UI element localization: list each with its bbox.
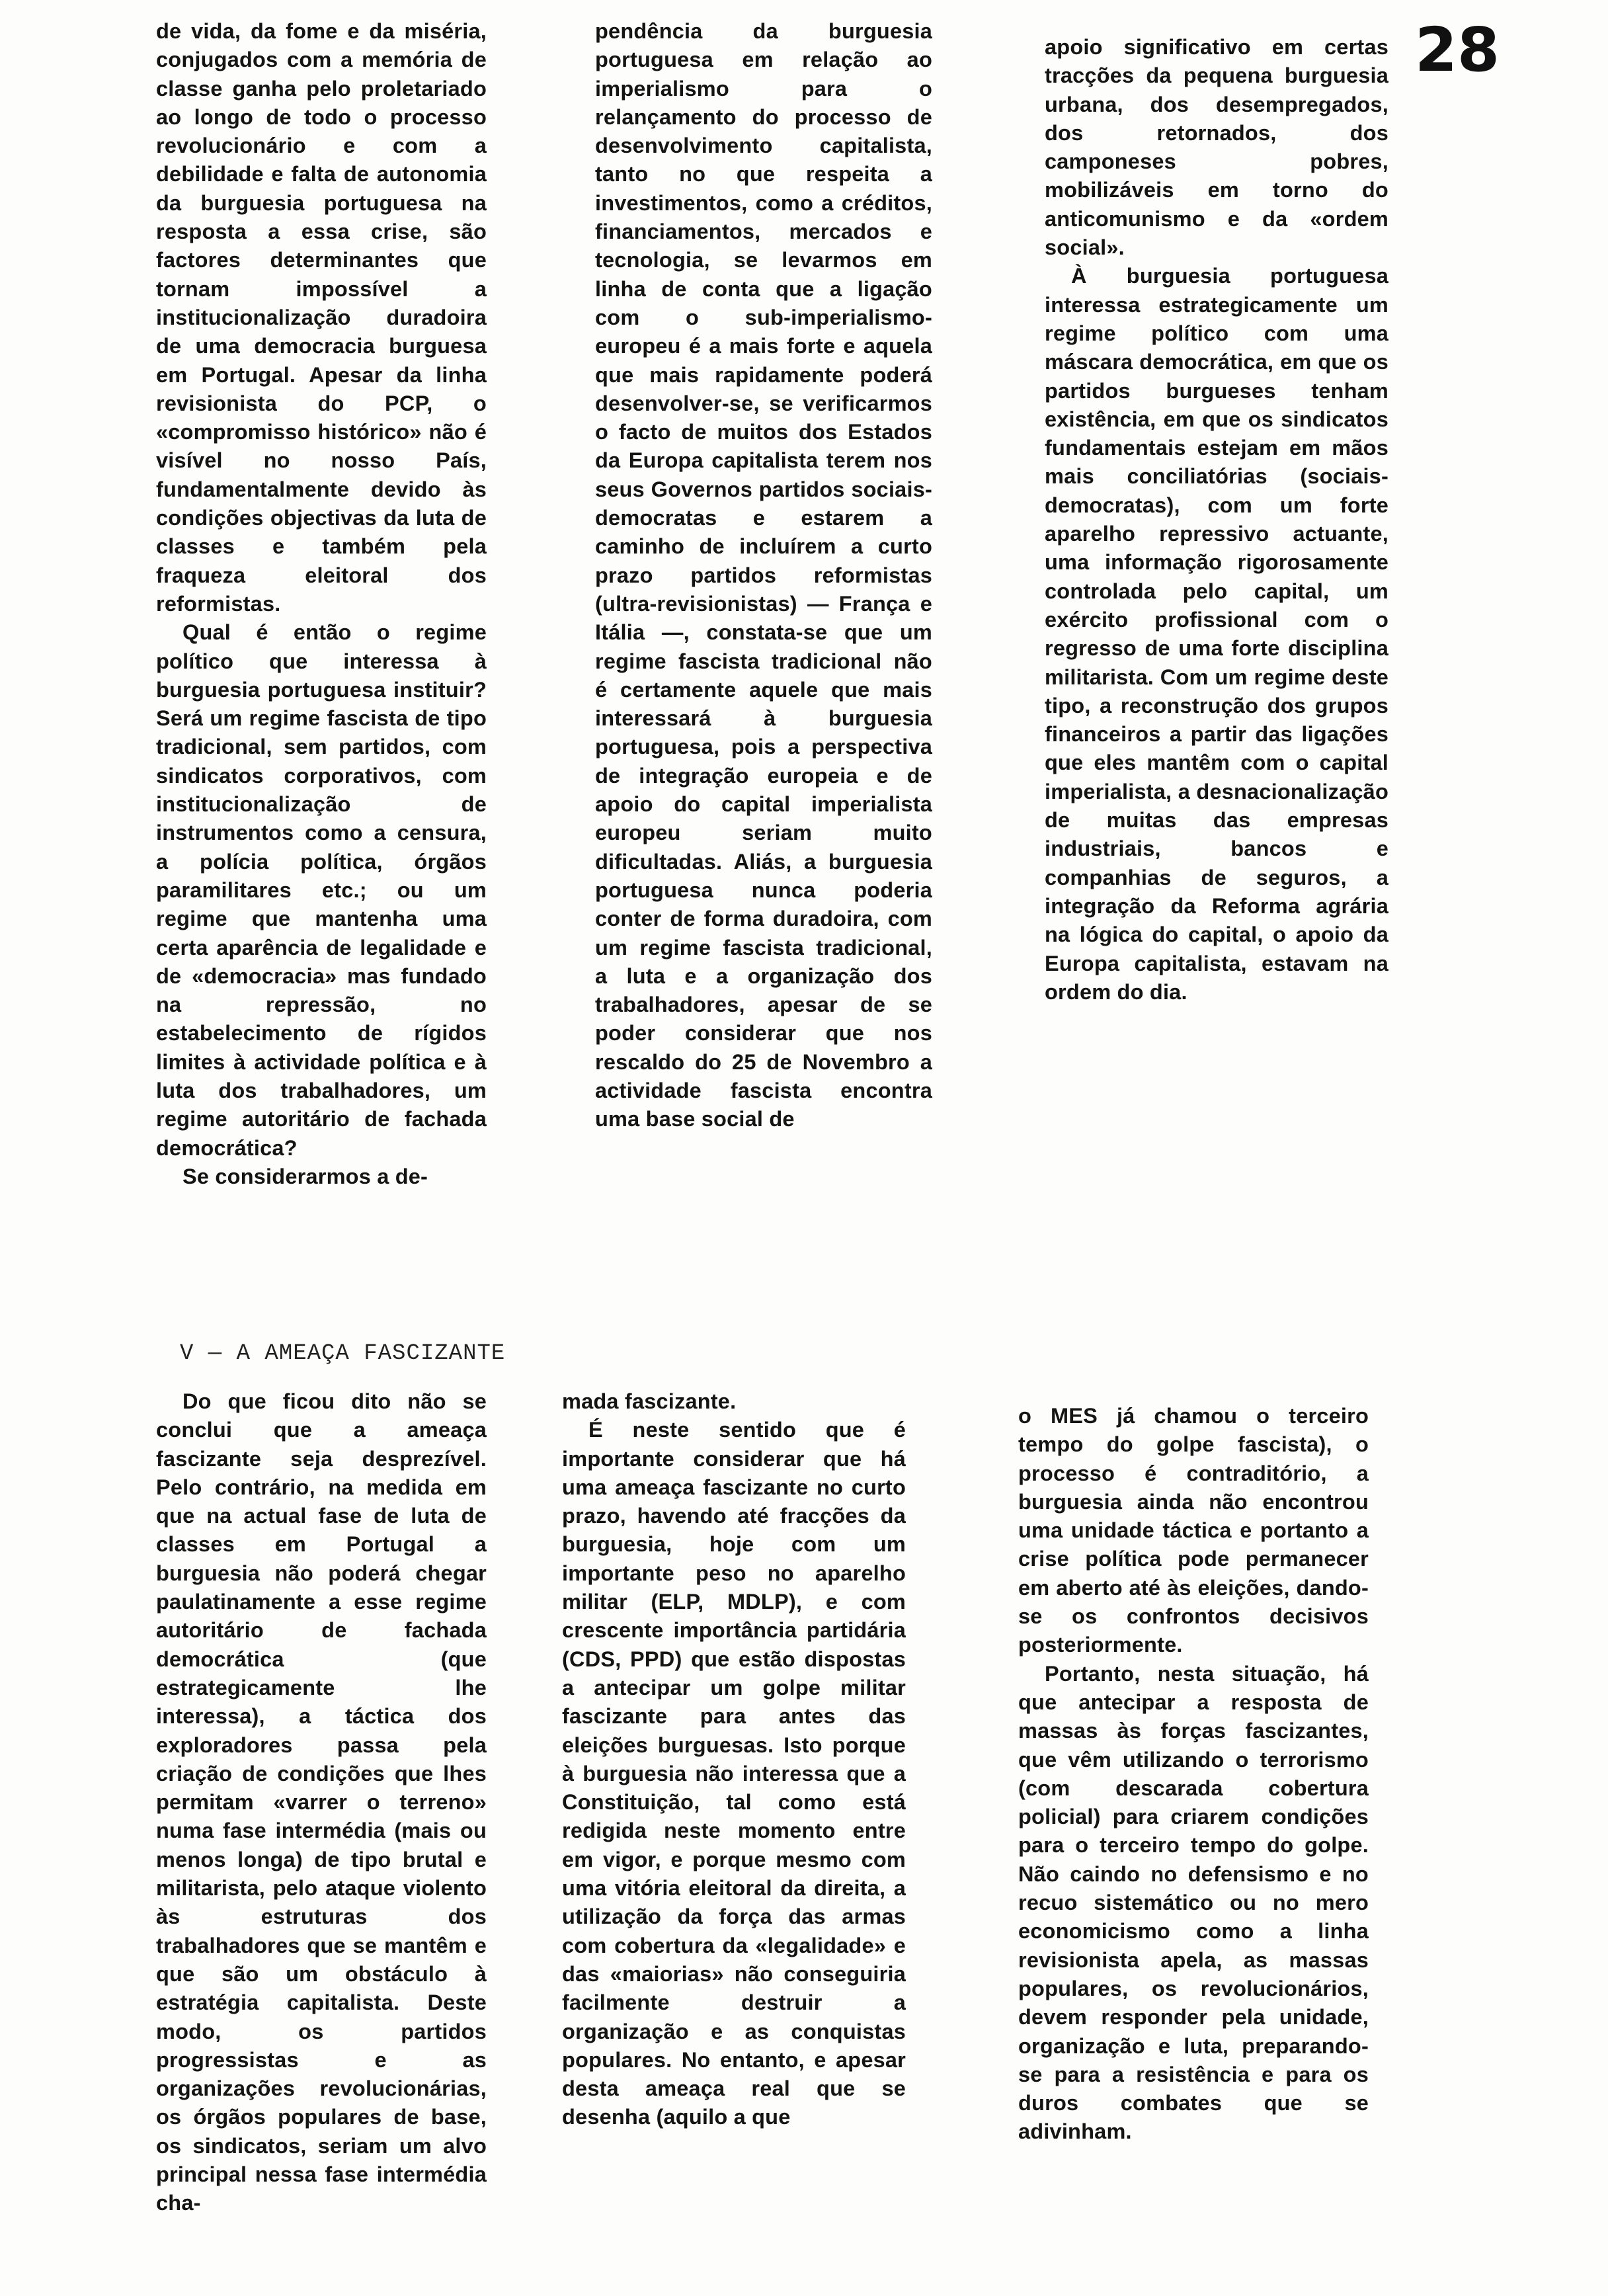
paragraph: Se considerarmos a de-: [182, 1164, 428, 1188]
bottom-column-2: [562, 1387, 906, 2132]
paragraph: o MES já chamou o terceiro tempo do golpe fascista), o processo é contraditório, a burguesia ainda não encontrou uma unidade táctica e portanto a crise política pode permanecer em aberto até às eleições, dando-se os confrontos decisivos posteriormente.: [1018, 1404, 1369, 1657]
paragraph: Portanto, nesta situação, há que antecipar a resposta de massas às forças fascizantes, que vêm utilizando o terrorismo (com descarada cobertura policial) para criarem condições para o terceiro tempo do golpe. Não caindo no defensismo e no recuo sistemático ou no mero economicismo como a linha revisionista apela, as massas populares, os revolucionários, devem responder pela unidade, organização e luta, preparando-se para a resistência e para os duros combates que se adivinham.: [1018, 1661, 1369, 2144]
paragraph: É neste sentido que é importante considerar que há uma ameaça fascizante no curto prazo, havendo até fracções da burguesia, hoje com um importante peso no aparelho militar (ELP, MDLP), e com crescente importância partidária (CDS, PPD) que estão dispostas a antecipar um golpe militar fascizante para antes das eleições burguesas. Isto porque à burguesia não interessa que a Constituição, tal como está redigida neste momento entre em vigor, e porque mesmo com uma vitória eleitoral da direita, a utilização da força das armas com cobertura da «legalidade» e das «maiorias» não conseguiria facilmente destruir a organização e as conquistas populares. No entanto, e apesar desta ameaça real que se desenha (aquilo a que: [562, 1418, 906, 2129]
paragraph: pendência da burguesia portuguesa em relação ao imperialismo para o relançamento do processo de desenvolvimento capitalista, tanto no que respeita a investimentos, como a créditos, financiamentos, mercados e tecnologia, se levarmos em linha de conta que a ligação com o sub-imperialismo-europeu é a mais forte e aquela que mais rapidamente poderá desenvolver-se, se verificarmos o facto de muitos dos Estados da Europa capitalista terem nos seus Governos partidos sociais-democratas e estarem a caminho de incluírem a curto prazo partidos reformistas (ultra-revisionistas) — França e Itália —, constata-se que um regime fascista tradicional não é certamente aquele que mais interessará à burguesia portuguesa, pois a perspectiva de integração europeia e de apoio do capital imperialista europeu seriam muito dificultadas. Aliás, a burguesia portuguesa nunca poderia conter de forma duradoira, com um regime fascista tradicional, a luta e a organização dos trabalhadores, apesar de se poder considerar que nos rescaldo do 25 de Novembro a actividade fascista encontra uma base social de: [595, 19, 932, 1131]
paragraph: Qual é então o regime político que interessa à burguesia portuguesa instituir? Será um regime fascista de tipo tradicional, sem partidos, com sindicatos corporativos, com institucionalização de instrumentos como a censura, a polícia política, órgãos paramilitares etc.; ou um regime que mantenha uma certa aparência de legalidade e de «democracia» mas fundado na repressão, no estabelecimento de rígidos limites à actividade política e à luta dos trabalhadores, um regime autoritário de fachada democrática?: [156, 620, 487, 1160]
top-column-2: [595, 17, 932, 1134]
top-column-3: [1045, 33, 1388, 1006]
paragraph: de vida, da fome e da miséria, conjugados com a memória de classe ganha pelo proletariado ao longo de todo o processo revolucionário e com a debilidade e falta de autonomia da burguesia portuguesa na resposta a essa crise, são factores determinantes que tornam impossível a institucionalização duradoira de uma democracia burguesa em Portugal. Apesar da linha revisionista do PCP, o «compromisso histórico» não é visível no nosso País, fundamentalmente devido às condições objectivas da luta de classes e também pela fraqueza eleitoral dos reformistas.: [156, 19, 487, 616]
bottom-column-1: [156, 1387, 487, 2218]
paragraph: apoio significativo em certas tracções da pequena burguesia urbana, dos desempregados, dos retornados, dos camponeses pobres, mobilizáveis em torno do anticomunismo e da «ordem social».: [1045, 35, 1388, 260]
bottom-column-3: [1018, 1402, 1369, 2147]
top-column-1: [156, 17, 487, 1191]
paragraph: mada fascizante.: [562, 1389, 737, 1413]
paragraph: Do que ficou dito não se conclui que a ameaça fascizante seja desprezível. Pelo contrário, na medida em que na actual fase de luta de classes em Portugal a burguesia não poderá chegar paulatinamente a esse regime autoritário de fachada democrática (que estrategicamente lhe interessa), a táctica dos exploradores passa pela criação de condições que lhes permitam «varrer o terreno» numa fase intermédia (mais ou menos longa) de tipo brutal e militarista, pelo ataque violento às estruturas dos trabalhadores que se mantêm e que são um obstáculo à estratégia capitalista. Deste modo, os partidos progressistas e as organizações revolucionárias, os órgãos populares de base, os sindicatos, seriam um alvo principal nessa fase intermédia cha-: [156, 1389, 487, 2215]
page-number: 28: [1415, 15, 1500, 85]
section-heading: V — A AMEAÇA FASCIZANTE: [180, 1341, 506, 1366]
paragraph: À burguesia portuguesa interessa estrategicamente um regime político com uma máscara democrática, em que os partidos burgueses tenham existência, em que os sindicatos fundamentais estejam em mãos mais conciliatórias (sociais-democratas), com um forte aparelho repressivo actuante, uma informação rigorosamente controlada pelo capital, um exército profissional com o regresso de uma forte disciplina militarista. Com um regime deste tipo, a reconstrução dos grupos financeiros a partir das ligações que eles mantêm com o capital imperialista, a desnacionalização de muitas das empresas industriais, bancos e companhias de seguros, a integração da Reforma agrária na lógica do capital, o apoio da Europa capitalista, estavam na ordem do dia.: [1045, 264, 1388, 1004]
